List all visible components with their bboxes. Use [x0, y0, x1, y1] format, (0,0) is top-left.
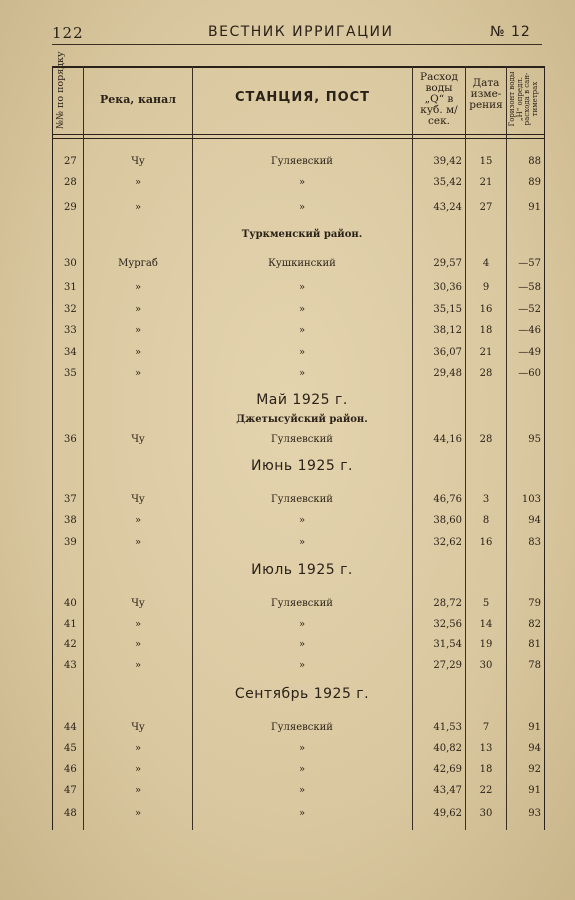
cell-num: 39 — [64, 537, 77, 548]
cell-num: 47 — [64, 785, 77, 796]
cell-river: » — [134, 537, 142, 548]
cell-river: » — [134, 743, 142, 754]
cell-num: 40 — [64, 598, 77, 609]
cell-level: 91 — [528, 202, 541, 213]
cell-flow: 38,12 — [433, 325, 462, 336]
cell-date: 28 — [479, 368, 493, 379]
cell-flow: 31,54 — [433, 639, 462, 650]
cell-station: » — [298, 304, 306, 315]
section-heading: Май 1925 г. — [256, 392, 348, 408]
cell-flow: 28,72 — [433, 598, 462, 609]
cell-num: 34 — [64, 347, 77, 358]
section-heading: Июнь 1925 г. — [251, 458, 353, 474]
header-bottom-rule — [52, 138, 545, 139]
cell-river: Чу — [131, 598, 145, 609]
col-header-level: Горизонт воды „H“ опредл. расхода в сан- тиметрах — [508, 71, 539, 127]
cell-station: » — [298, 177, 306, 188]
cell-num: 42 — [64, 639, 77, 650]
cell-station: » — [298, 347, 306, 358]
cell-station: » — [298, 202, 306, 213]
cell-level: —46 — [518, 325, 541, 336]
cell-level: —60 — [518, 368, 541, 379]
cell-date: 13 — [479, 743, 493, 754]
cell-flow: 40,82 — [433, 743, 462, 754]
cell-station: Гуляевский — [271, 156, 333, 167]
cell-flow: 49,62 — [433, 808, 462, 819]
col-header-river: Река, канал — [99, 93, 176, 106]
cell-date: 16 — [479, 304, 493, 315]
cell-num: 29 — [64, 202, 77, 213]
cell-river: Чу — [131, 494, 145, 505]
cell-river: » — [134, 325, 142, 336]
cell-flow: 46,76 — [433, 494, 462, 505]
cell-river: » — [134, 347, 142, 358]
cell-date: 27 — [479, 202, 493, 213]
cell-river: » — [134, 282, 142, 293]
cell-date: 15 — [479, 156, 493, 167]
journal-title: ВЕСТНИК ИРРИГАЦИИ — [208, 24, 394, 40]
cell-station: » — [298, 282, 306, 293]
page-number: 122 — [52, 24, 84, 42]
cell-num: 44 — [64, 722, 77, 733]
cell-num: 38 — [64, 515, 77, 526]
cell-flow: 32,56 — [433, 619, 462, 630]
cell-num: 31 — [64, 282, 77, 293]
cell-date: 21 — [479, 177, 493, 188]
cell-level: 94 — [528, 515, 541, 526]
cell-level: 93 — [528, 808, 541, 819]
cell-station: » — [298, 660, 306, 671]
cell-river: » — [134, 660, 142, 671]
cell-station: » — [298, 368, 306, 379]
cell-level: 82 — [528, 619, 541, 630]
cell-level: 79 — [528, 598, 541, 609]
cell-num: 35 — [64, 368, 77, 379]
cell-date: 16 — [479, 537, 493, 548]
cell-flow: 29,57 — [433, 258, 462, 269]
cell-river: » — [134, 785, 142, 796]
cell-river: Чу — [131, 434, 145, 445]
cell-flow: 36,07 — [433, 347, 462, 358]
cell-flow: 29,48 — [433, 368, 462, 379]
cell-num: 45 — [64, 743, 77, 754]
cell-level: 94 — [528, 743, 541, 754]
cell-river: Мургаб — [118, 258, 158, 269]
cell-river: Чу — [131, 156, 145, 167]
col-header-num: №№ по порядку — [55, 51, 66, 129]
cell-station: » — [298, 764, 306, 775]
cell-station: » — [298, 325, 306, 336]
cell-river: » — [134, 202, 142, 213]
cell-station: Гуляевский — [271, 434, 333, 445]
cell-station: » — [298, 808, 306, 819]
cell-level: 88 — [528, 156, 541, 167]
cell-river: » — [134, 619, 142, 630]
cell-flow: 32,62 — [433, 537, 462, 548]
cell-date: 8 — [482, 515, 490, 526]
cell-river: » — [134, 515, 142, 526]
cell-date: 30 — [479, 808, 493, 819]
cell-river: » — [134, 808, 142, 819]
cell-flow: 27,29 — [433, 660, 462, 671]
section-heading: Туркменский район. — [241, 229, 363, 240]
cell-flow: 30,36 — [433, 282, 462, 293]
cell-level: —49 — [518, 347, 541, 358]
section-heading: Июль 1925 г. — [251, 562, 353, 578]
cell-flow: 39,42 — [433, 156, 462, 167]
cell-river: » — [134, 639, 142, 650]
cell-level: —52 — [518, 304, 541, 315]
cell-num: 37 — [64, 494, 77, 505]
cell-num: 32 — [64, 304, 77, 315]
cell-num: 30 — [64, 258, 77, 269]
cell-flow: 43,47 — [433, 785, 462, 796]
col-divider — [465, 66, 466, 830]
cell-station: » — [298, 785, 306, 796]
cell-date: 14 — [479, 619, 493, 630]
cell-num: 46 — [64, 764, 77, 775]
measurement-table — [52, 51, 545, 830]
cell-flow: 38,60 — [433, 515, 462, 526]
cell-num: 33 — [64, 325, 77, 336]
cell-river: Чу — [131, 722, 145, 733]
col-header-flow: Расход воды „Q“ в куб. м/сек. — [420, 71, 458, 127]
cell-station: Гуляевский — [271, 598, 333, 609]
cell-level: 83 — [528, 537, 541, 548]
header-rule — [52, 44, 542, 45]
cell-level: —57 — [518, 258, 541, 269]
cell-date: 4 — [482, 258, 490, 269]
cell-station: » — [298, 515, 306, 526]
cell-river: » — [134, 304, 142, 315]
cell-date: 30 — [479, 660, 493, 671]
cell-date: 22 — [479, 785, 493, 796]
cell-level: 91 — [528, 785, 541, 796]
cell-date: 19 — [479, 639, 493, 650]
cell-level: 95 — [528, 434, 541, 445]
cell-date: 7 — [482, 722, 490, 733]
cell-flow: 35,15 — [433, 304, 462, 315]
cell-flow: 42,69 — [433, 764, 462, 775]
cell-station: Гуляевский — [271, 494, 333, 505]
cell-date: 21 — [479, 347, 493, 358]
cell-num: 27 — [64, 156, 77, 167]
cell-date: 18 — [479, 325, 493, 336]
issue-number: № 12 — [490, 24, 531, 40]
section-heading: Сентябрь 1925 г. — [234, 686, 370, 702]
header-bottom-rule — [52, 134, 545, 135]
cell-station: Гуляевский — [271, 722, 333, 733]
cell-level: 78 — [528, 660, 541, 671]
cell-date: 18 — [479, 764, 493, 775]
cell-river: » — [134, 177, 142, 188]
cell-river: » — [134, 764, 142, 775]
cell-date: 5 — [482, 598, 490, 609]
cell-level: —58 — [518, 282, 541, 293]
cell-station: Кушкинский — [268, 258, 336, 269]
section-heading: Джетысуйский район. — [236, 414, 368, 425]
cell-num: 41 — [64, 619, 77, 630]
cell-flow: 41,53 — [433, 722, 462, 733]
cell-date: 9 — [482, 282, 490, 293]
cell-num: 28 — [64, 177, 77, 188]
cell-level: 103 — [521, 494, 541, 505]
col-header-date: Дата изме- рения — [469, 77, 503, 111]
cell-level: 81 — [528, 639, 541, 650]
cell-flow: 35,42 — [433, 177, 462, 188]
cell-date: 28 — [479, 434, 493, 445]
cell-level: 91 — [528, 722, 541, 733]
cell-station: » — [298, 537, 306, 548]
cell-num: 48 — [64, 808, 77, 819]
cell-level: 92 — [528, 764, 541, 775]
cell-station: » — [298, 619, 306, 630]
cell-station: » — [298, 639, 306, 650]
col-header-station: СТАНЦИЯ, ПОСТ — [234, 90, 371, 105]
cell-river: » — [134, 368, 142, 379]
cell-level: 89 — [528, 177, 541, 188]
cell-flow: 44,16 — [433, 434, 462, 445]
cell-date: 3 — [482, 494, 490, 505]
cell-num: 36 — [64, 434, 77, 445]
cell-flow: 43,24 — [433, 202, 462, 213]
cell-station: » — [298, 743, 306, 754]
cell-num: 43 — [64, 660, 77, 671]
